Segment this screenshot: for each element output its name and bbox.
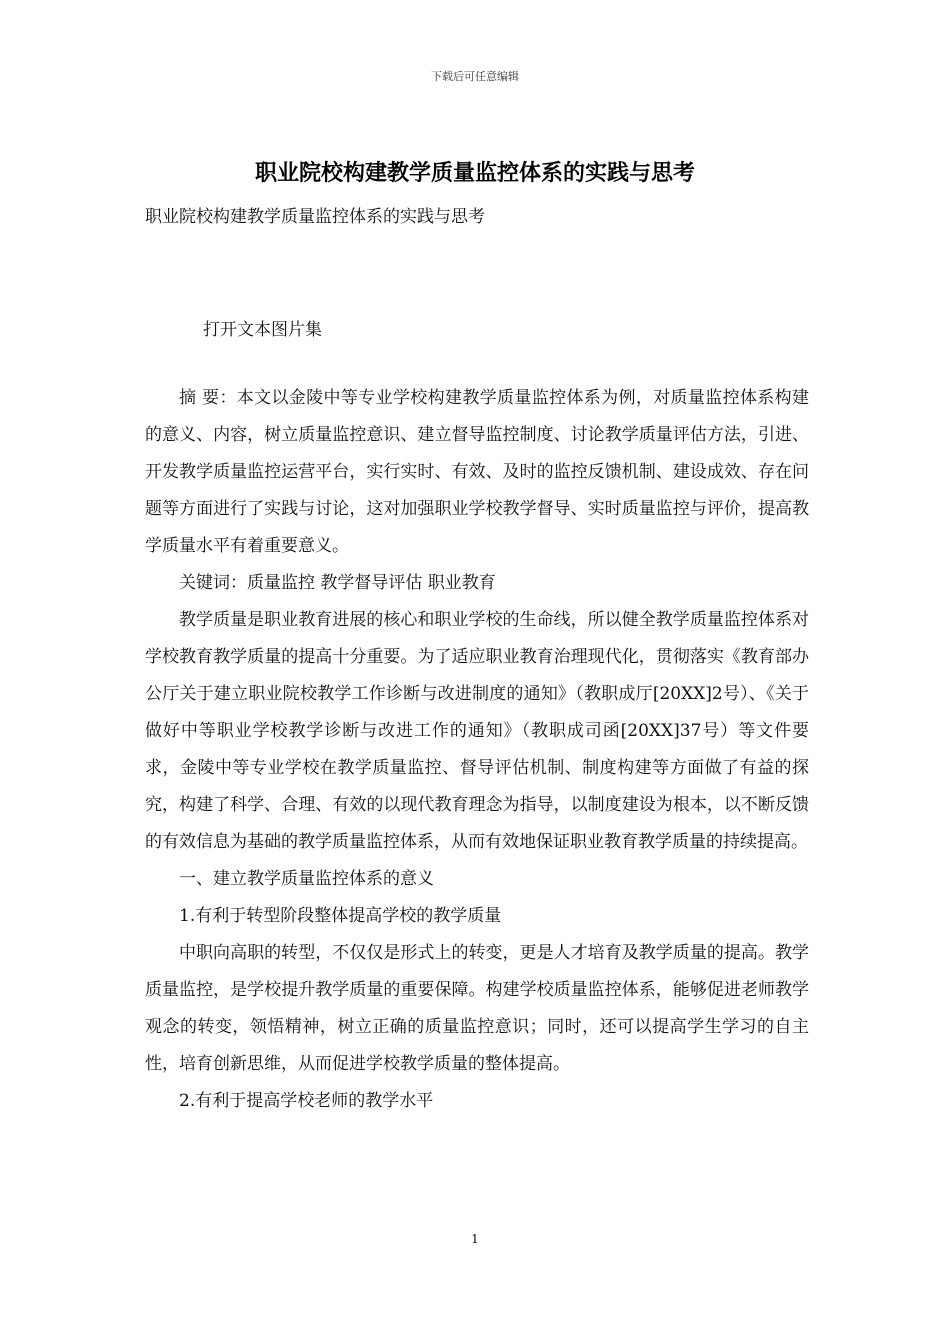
document-title: 职业院校构建教学质量监控体系的实践与思考	[254, 160, 695, 186]
body-paragraph: 中职向高职的转型，不仅仅是形式上的转变，更是人才培育及教学质量的提高。教学质量监控，是学校提升教学质量的重要保障。构建学校质量监控体系，能够促进老师教学观念的转变，领悟精神，树立正确的质量监控意识；同时，还可以提高学生学习的自主性，培育创新思维，从而促进学校教学质量的整体提高。	[145, 943, 809, 1074]
page-number: 1	[471, 1232, 479, 1246]
section-heading-1: 一、建立教学质量监控体系的意义	[179, 869, 434, 889]
page-header-note: 下载后可任意编辑	[431, 70, 519, 83]
open-image-set-link[interactable]: 打开文本图片集	[203, 320, 322, 340]
keywords-paragraph: 关键词：质量监控 教学督导评估 职业教育	[179, 573, 496, 593]
abstract-paragraph: 摘 要：本文以金陵中等专业学校构建教学质量监控体系为例，对质量监控体系构建的意义、内容，树立质量监控意识、建立督导监控制度、讨论教学质量评估方法，引进、开发教学质量监控运营平台，实行实时、有效、及时的监控反馈机制、建设成效、存在问题等方面进行了实践与讨论，这对加强职业学校教学督导、实时质量监控与评价，提高教学质量水平有着重要意义。	[145, 388, 809, 556]
document-subtitle: 职业院校构建教学质量监控体系的实践与思考	[145, 207, 485, 227]
document-body	[145, 380, 809, 1120]
subsection-heading-1: 1.有利于转型阶段整体提高学校的教学质量	[179, 906, 502, 926]
intro-paragraph: 教学质量是职业教育进展的核心和职业学校的生命线，所以健全教学质量监控体系对学校教育教学质量的提高十分重要。为了适应职业教育治理现代化，贯彻落实《教育部办公厅关于建立职业院校教学工作诊断与改进制度的通知》（教职成厅[20XX]2号）、《关于做好中等职业学校教学诊断与改进工作的通知》（教职成司函[20XX]37号）等文件要求，金陵中等专业学校在教学质量监控、督导评估机制、制度构建等方面做了有益的探究，构建了科学、合理、有效的以现代教育理念为指导，以制度建设为根本，以不断反馈的有效信息为基础的教学质量监控体系，从而有效地保证职业教育教学质量的持续提高。	[145, 610, 809, 852]
subsection-heading-2: 2.有利于提高学校老师的教学水平	[179, 1091, 434, 1111]
